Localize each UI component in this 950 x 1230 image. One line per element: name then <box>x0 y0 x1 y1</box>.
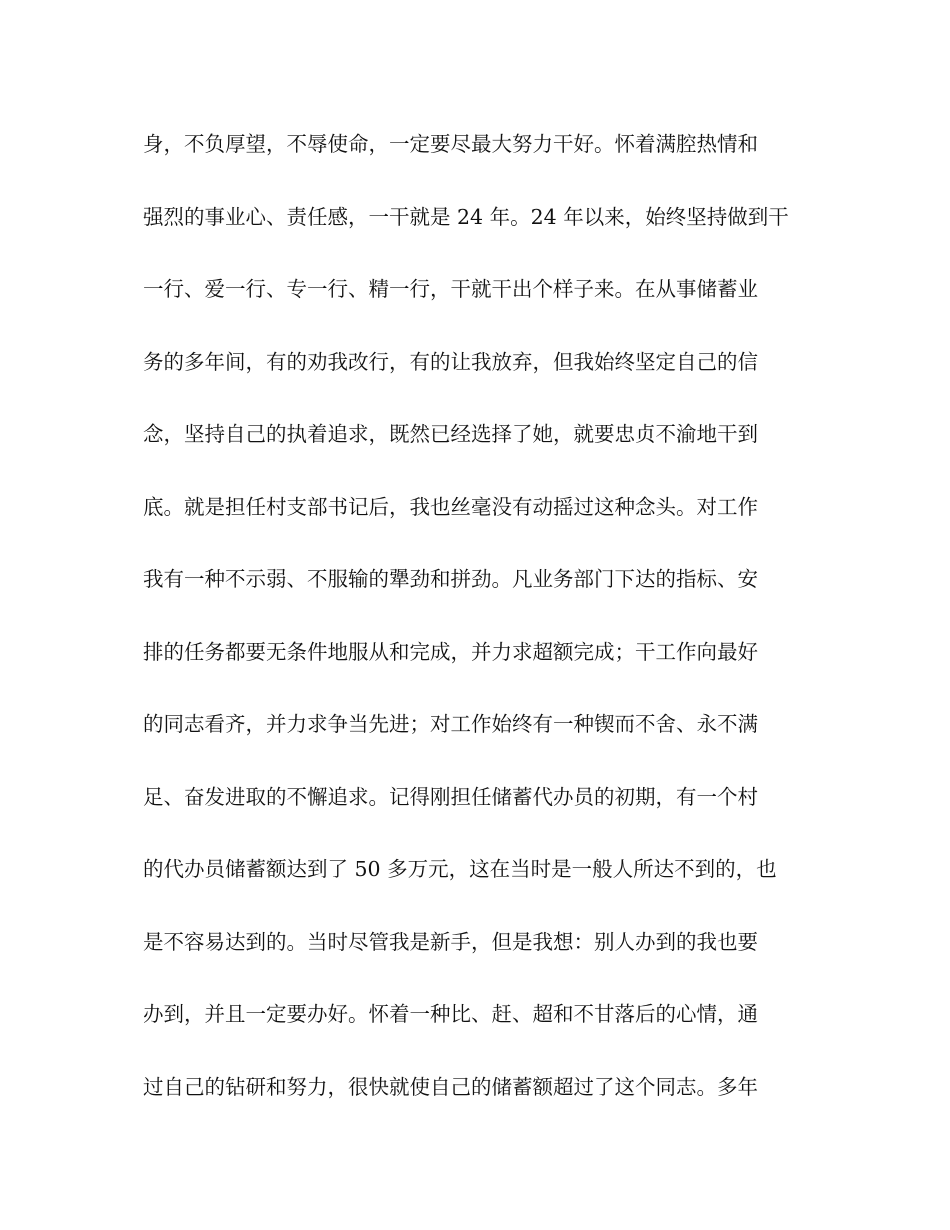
body-paragraph <box>143 126 823 1141</box>
text-line: 念，坚持自己的执着追求，既然已经选择了她，就要忠贞不渝地干到 <box>143 422 758 446</box>
text-line: 务的多年间，有的劝我改行，有的让我放弃，但我始终坚定自己的信 <box>143 349 758 374</box>
text-line: 办到，并且一定要办好。怀着一种比、赶、超和不甘落后的心情，通 <box>143 1002 758 1026</box>
text-line: 我有一种不示弱、不服输的犟劲和拼劲。凡业务部门下达的指标、安 <box>143 567 758 591</box>
text-line: 一行、爱一行、专一行、精一行，干就干出个样子来。在从事储蓄业 <box>143 277 758 301</box>
text-line: 的代办员储蓄额达到了 50 多万元，这在当时是一般人所达不到的，也 <box>143 857 777 881</box>
text-line: 过自己的钻研和努力，很快就使自己的储蓄额超过了这个同志。多年 <box>143 1074 758 1099</box>
text-line: 足、奋发进取的不懈追求。记得刚担任储蓄代办员的初期，有一个村 <box>143 784 758 809</box>
text-line: 强烈的事业心、责任感，一干就是 24 年。24 年以来，始终坚持做到干 <box>143 204 789 229</box>
text-line: 底。就是担任村支部书记后，我也丝毫没有动摇过这种念头。对工作 <box>143 494 758 519</box>
text-line: 的同志看齐，并力求争当先进；对工作始终有一种锲而不舍、永不满 <box>143 712 758 736</box>
text-line: 身，不负厚望，不辱使命，一定要尽最大努力干好。怀着满腔热情和 <box>143 132 758 156</box>
text-line: 排的任务都要无条件地服从和完成，并力求超额完成；干工作向最好 <box>143 639 758 664</box>
text-line: 是不容易达到的。当时尽管我是新手，但是我想：别人办到的我也要 <box>143 929 758 954</box>
